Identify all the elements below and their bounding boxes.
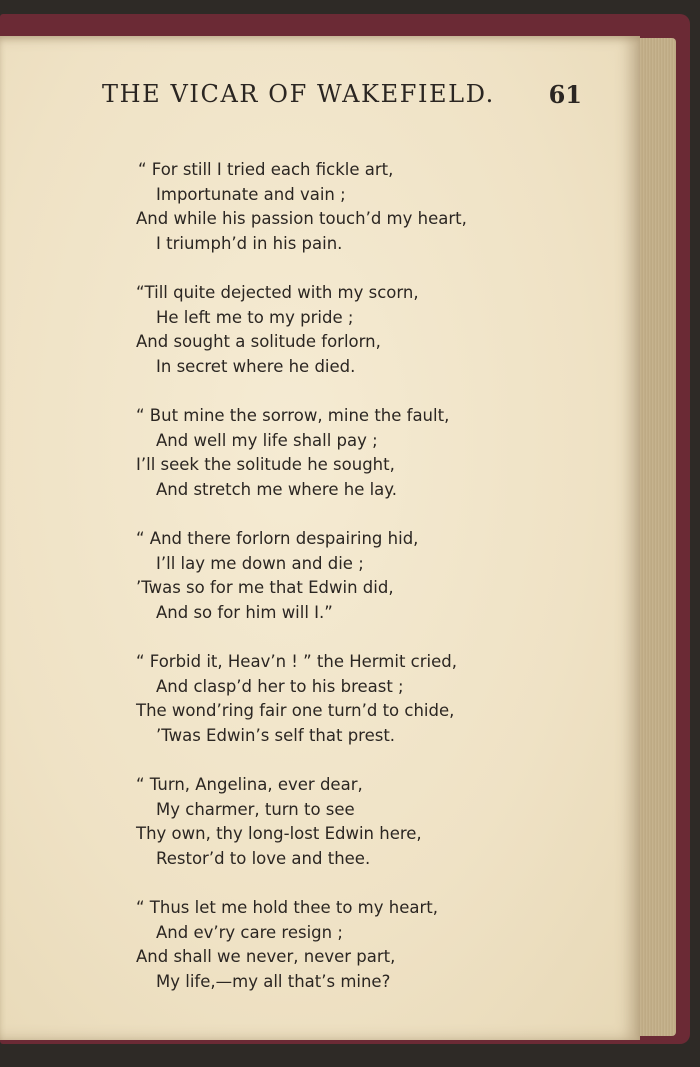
- poem-line: I triumph’d in his pain.: [156, 233, 343, 253]
- poem-line: And clasp’d her to his breast ;: [156, 676, 404, 696]
- stanza-3: [136, 404, 536, 502]
- stanza-7: [136, 896, 536, 994]
- stanza-2: [136, 281, 536, 379]
- page-number: 61: [548, 80, 582, 109]
- stanza-1: [136, 158, 536, 256]
- poem-line: Thy own, thy long-lost Edwin here,: [136, 824, 422, 843]
- poem-line: And sought a solitude forlorn,: [136, 332, 381, 351]
- poem-line: “ Forbid it, Heav’n ! ” the Hermit cried,: [136, 652, 457, 671]
- poem-line: And ev’ry care resign ;: [156, 922, 343, 942]
- poem-line: My charmer, turn to see: [156, 799, 355, 819]
- poem-line: Importunate and vain ;: [156, 184, 346, 204]
- poem-line: And well my life shall pay ;: [156, 430, 378, 450]
- poem-line: Restor’d to love and thee.: [156, 848, 371, 868]
- poem-line: In secret where he died.: [156, 356, 356, 376]
- poem-line: I’ll seek the solitude he sought,: [136, 455, 395, 474]
- poem-line: And while his passion touch’d my heart,: [136, 209, 467, 228]
- poem-line: And so for him will I.”: [156, 602, 333, 622]
- poem-line: I’ll lay me down and die ;: [156, 553, 364, 573]
- poem-line: The wond’ring fair one turn’d to chide,: [136, 701, 455, 720]
- poem-line: “ For still I tried each fickle art,: [138, 160, 394, 179]
- poem-line: “ And there forlorn despairing hid,: [136, 529, 419, 548]
- poem-line: “ But mine the sorrow, mine the fault,: [136, 406, 450, 425]
- poem-line: He left me to my pride ;: [156, 307, 354, 327]
- running-title: THE VICAR OF WAKEFIELD.: [102, 80, 495, 108]
- poem-line: ’Twas Edwin’s self that prest.: [156, 725, 396, 745]
- poem-line: “ Thus let me hold thee to my heart,: [136, 898, 438, 917]
- stanza-6: [136, 773, 536, 871]
- running-header: [102, 80, 586, 116]
- poem-line: “ Turn, Angelina, ever dear,: [136, 775, 363, 794]
- poem-line: And shall we never, never part,: [136, 947, 396, 966]
- poem-text: [136, 158, 536, 1019]
- stanza-5: [136, 650, 536, 748]
- poem-line: ’Twas so for me that Edwin did,: [136, 578, 394, 597]
- poem-line: “Till quite dejected with my scorn,: [136, 283, 419, 302]
- poem-line: And stretch me where he lay.: [156, 479, 397, 499]
- book-page: [0, 36, 640, 1040]
- stanza-4: [136, 527, 536, 625]
- poem-line: My life,—my all that’s mine?: [156, 971, 391, 991]
